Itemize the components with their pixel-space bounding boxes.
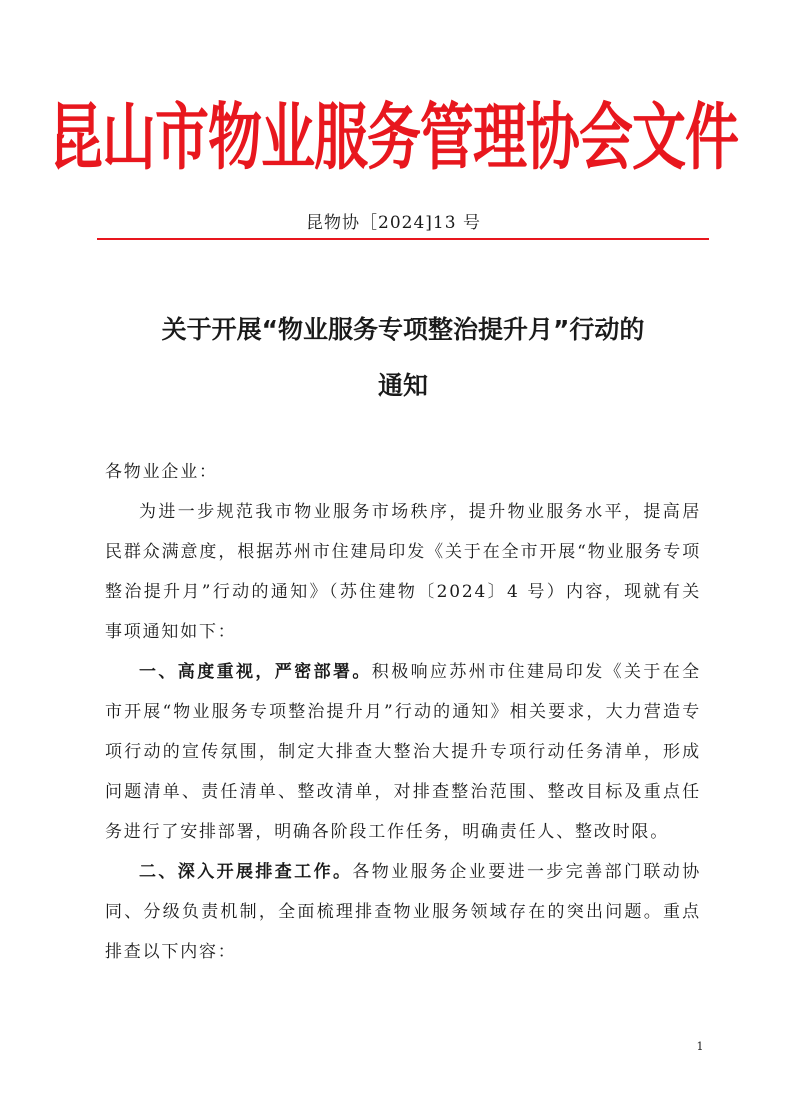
page-number: 1 (696, 1040, 704, 1053)
section-1-paragraph (105, 652, 701, 852)
intro-paragraph: 为进一步规范我市物业服务市场秩序，提升物业服务水平，提高居民群众满意度，根据苏州市住建局印发《关于在全市开展“物业服务专项整治提升月”行动的通知》（苏住建物〔2024〕4 号）内容，现就有关事项通知如下： (105, 502, 701, 642)
section-2-paragraph (105, 852, 701, 972)
salutation: 各物业企业： (105, 462, 218, 482)
notice-title-line-2: 通知 (377, 371, 428, 400)
red-divider-line (97, 238, 709, 240)
section-2-text: 各物业服务企业要进一步完善部门联动协同、分级负责机制，全面梳理排查物业服务领域存在的突出问题。重点排查以下内容： (105, 862, 701, 962)
masthead-title: 昆山市物业服务管理协会文件 (49, 94, 738, 180)
notice-title (97, 302, 709, 414)
notice-title-line-1: 关于开展“物业服务专项整治提升月”行动的 (161, 315, 645, 344)
masthead (0, 88, 787, 188)
section-1-heading: 一、高度重视，严密部署。 (139, 662, 372, 682)
section-1-text: 积极响应苏州市住建局印发《关于在全市开展“物业服务专项整治提升月”行动的通知》相关要求，大力营造专项行动的宣传氛围，制定大排查大整治大提升专项行动任务清单，形成问题清单、责任清单、整改清单，对排查整治范围、整改目标及重点任务进行了安排部署，明确各阶段工作任务，明确责任人、整改时限。 (105, 662, 701, 842)
document-number: 昆物协［2024]13 号 (306, 213, 481, 233)
notice-body (105, 452, 701, 972)
section-2-heading: 二、深入开展排查工作。 (139, 862, 353, 882)
